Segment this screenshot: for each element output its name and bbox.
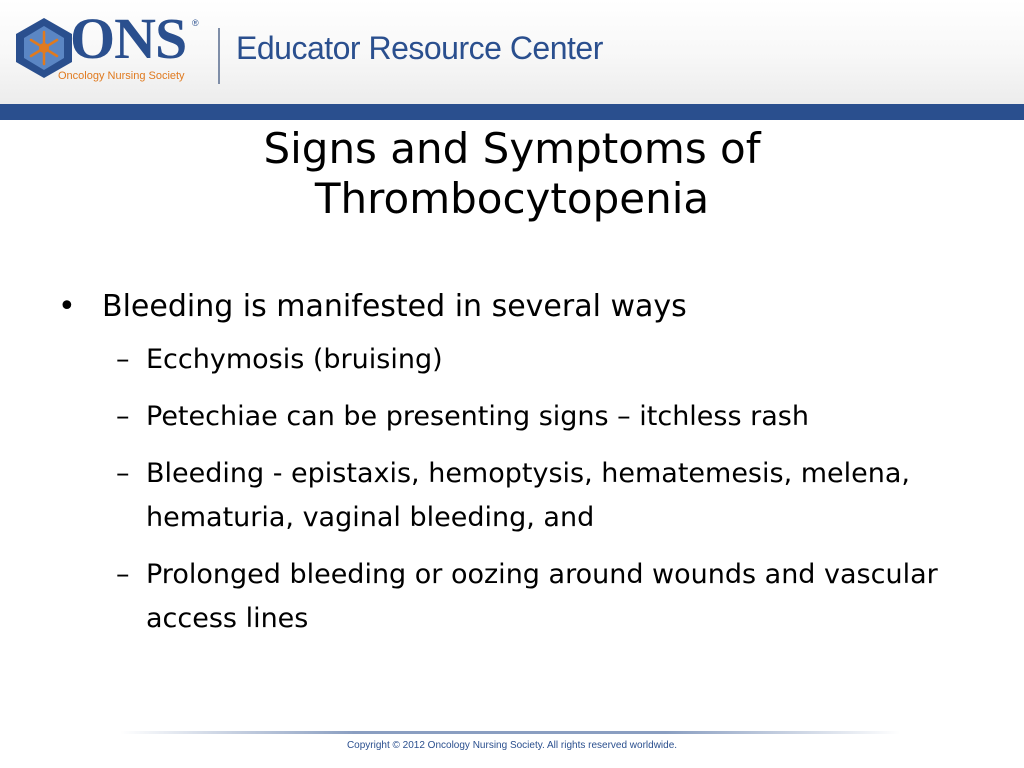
- sub-bullet-item: [56, 395, 986, 439]
- bullet-marker: •: [58, 289, 76, 324]
- sub-bullet-marker: –: [116, 559, 130, 590]
- logo-subtitle: Oncology Nursing Society: [58, 70, 185, 82]
- sub-bullet-list: [56, 338, 986, 641]
- slide-title-line-1: Signs and Symptoms of: [263, 124, 761, 173]
- logo-wordmark: ONS: [70, 6, 187, 71]
- bullet-item: [56, 282, 986, 332]
- sub-bullet-text: Ecchymosis (bruising): [146, 344, 443, 375]
- sub-bullet-text: Petechiae can be presenting signs – itchless rash: [146, 401, 809, 432]
- footer-copyright: Copyright © 2012 Oncology Nursing Society. All rights reserved worldwide.: [346, 740, 678, 751]
- sub-bullet-marker: –: [116, 401, 130, 432]
- bullet-list: [56, 282, 986, 654]
- footer-divider: [120, 731, 900, 734]
- slide-title: [110, 124, 914, 224]
- sub-bullet-text: Bleeding - epistaxis, hemoptysis, hematemesis, melena, hematuria, vaginal bleeding, and: [146, 458, 911, 533]
- header-title: Educator Resource Center: [236, 30, 603, 66]
- sub-bullet-item: [56, 338, 986, 382]
- logo-registered-mark: ®: [192, 18, 199, 28]
- header-rule: [0, 104, 1024, 120]
- sub-bullet-text: Prolonged bleeding or oozing around wounds and vascular access lines: [146, 559, 938, 634]
- sub-bullet-item: [56, 452, 986, 540]
- bullet-text: Bleeding is manifested in several ways: [102, 289, 687, 324]
- sub-bullet-marker: –: [116, 458, 130, 489]
- header-banner: [0, 0, 1024, 104]
- header-divider: [218, 28, 220, 84]
- slide-title-line-2: Thrombocytopenia: [314, 174, 710, 223]
- sub-bullet-item: [56, 553, 986, 641]
- sub-bullet-marker: –: [116, 344, 130, 375]
